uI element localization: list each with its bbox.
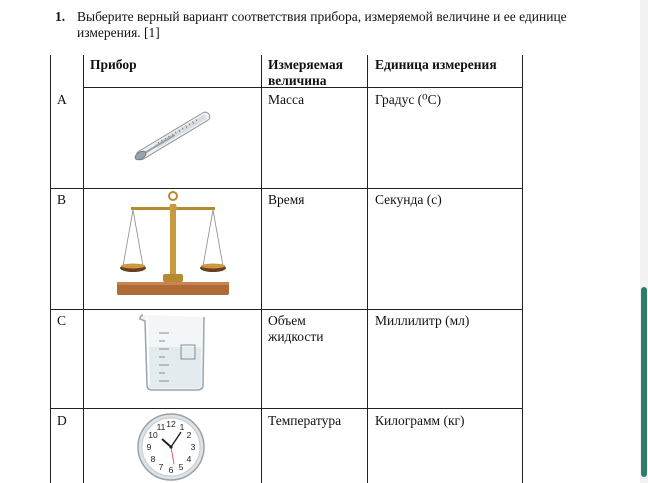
row-letter: D xyxy=(57,413,67,428)
balance-scale-icon xyxy=(113,190,233,298)
question-text: Выберите верный вариант соответствия прибора, измеряемой величине и ее единице измерения. [1] xyxy=(77,9,567,40)
row-letter: B xyxy=(57,192,67,207)
row-unit: Миллилитр (мл) xyxy=(375,313,470,328)
table-border-col2 xyxy=(261,55,262,483)
clock-numeral: 11 xyxy=(156,422,166,432)
row-unit: Килограмм (кг) xyxy=(375,413,465,428)
clock-numeral: 2 xyxy=(186,430,192,440)
clock-numeral: 9 xyxy=(146,442,152,452)
thermometer-icon xyxy=(125,105,220,167)
table-row-divider xyxy=(50,309,522,310)
row-unit: Градус (⁰С) xyxy=(375,92,442,107)
clock-numeral: 12 xyxy=(166,419,176,429)
row-quantity: Время xyxy=(268,192,305,207)
table-row-divider xyxy=(50,188,522,189)
table-row-divider xyxy=(50,408,522,409)
clock-numeral: 3 xyxy=(190,442,196,452)
row-quantity: Температура xyxy=(268,413,342,428)
clock-numeral: 1 xyxy=(179,422,185,432)
row-letter: C xyxy=(57,313,67,328)
scrollbar-thumb[interactable] xyxy=(641,287,647,477)
clock-numeral: 4 xyxy=(186,454,192,464)
row-quantity: Масса xyxy=(268,92,305,107)
beaker-icon xyxy=(137,311,212,393)
wall-clock-icon xyxy=(136,412,206,482)
clock-numeral: 8 xyxy=(150,454,156,464)
clock-numeral: 7 xyxy=(158,462,164,472)
row-quantity: Объем жидкости xyxy=(268,313,324,344)
table-border-col1 xyxy=(83,55,84,483)
table-border-col3 xyxy=(367,55,368,483)
clock-numeral: 5 xyxy=(178,462,184,472)
row-letter: A xyxy=(57,92,67,107)
header-unit: Единица измерения xyxy=(375,57,497,72)
question-number: 1. xyxy=(55,9,66,24)
clock-numeral: 6 xyxy=(168,465,174,475)
header-quantity: Измеряемая величина xyxy=(268,57,343,88)
table-border-left xyxy=(50,55,51,483)
table-border-right xyxy=(522,55,523,483)
header-device: Прибор xyxy=(90,57,137,72)
clock-numeral: 10 xyxy=(148,430,158,440)
row-unit: Секунда (с) xyxy=(375,192,442,207)
